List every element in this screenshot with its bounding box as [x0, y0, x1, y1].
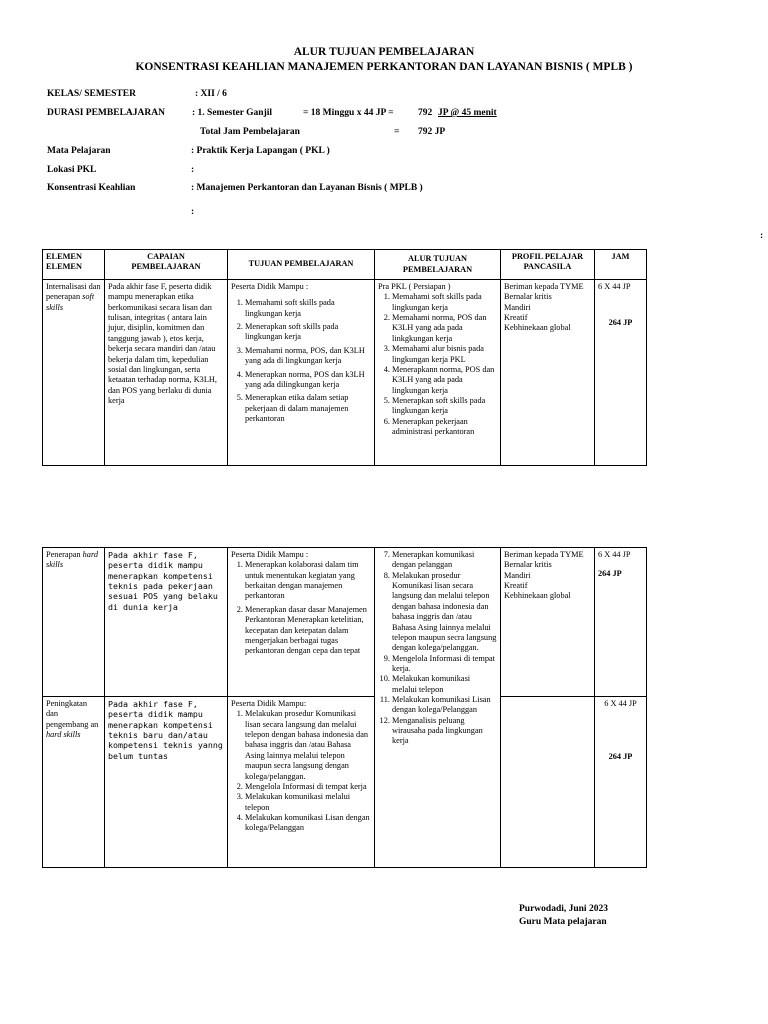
profil-item: Bernalar kritis — [504, 292, 552, 302]
header-jam: JAM — [595, 250, 647, 280]
table-row — [43, 280, 647, 466]
alur-cell — [375, 548, 501, 868]
profil-item: Mandiri — [504, 570, 531, 580]
alur-cell — [375, 280, 501, 466]
list-item: 4. Menerapkann norma, POS dan K3LH yang ada pada lingkungan kerja — [392, 365, 497, 396]
list-item: 1. Memahami soft skills pada lingkungan kerja — [392, 292, 497, 313]
list-item: 10. Melakukan komunikasi melalui telepon — [392, 674, 497, 695]
kelas-label: KELAS/ SEMESTER — [47, 89, 136, 99]
total-label: Total Jam Pembelajaran — [200, 127, 300, 137]
elemen-cell — [43, 697, 105, 868]
elemen-emph: hard skills — [46, 730, 81, 740]
extra-colon: : — [191, 207, 195, 217]
profil-item: Kebhinekaan global — [504, 323, 571, 333]
list-item: 1. Melakukan prosedur Komunikasi lisan secara langsung dan melalui telepon dengan bahasa indonesia dan bahasa inggris dan /atau Bahasa Asing lainnya melalui telepon maupun secra langsung dengan kolega/pelanggan. — [245, 709, 371, 782]
signature-place-date: Purwodadi, Juni 2023 — [519, 904, 608, 914]
table-row — [43, 548, 647, 697]
doc-title-line2: KONSENTRASI KEAHLIAN MANAJEMEN PERKANTORAN DAN LAYANAN BISNIS ( MPLB ) — [135, 61, 633, 73]
total-value: 792 JP — [418, 127, 446, 137]
durasi-jp-unit: JP @ 45 menit — [438, 108, 497, 118]
alur-intro: Pra PKL ( Persiapan ) — [378, 282, 451, 291]
elemen-text: Internalisasi dan penerapan — [46, 282, 101, 302]
profil-cell — [501, 280, 595, 466]
tujuan-intro: Peserta Didik Mampu: — [231, 699, 307, 708]
list-item: 9. Mengelola Informasi di tempat kerja. — [392, 654, 497, 675]
margin-colon: : — [760, 231, 764, 241]
elemen-text: Penerapan — [46, 550, 83, 559]
atp-table-2 — [42, 547, 647, 868]
durasi-calc: = 18 Minggu x 44 JP = — [303, 108, 394, 118]
mapel-value: : Praktik Kerja Lapangan ( PKL ) — [191, 146, 330, 156]
durasi-jp: 792 — [418, 108, 433, 118]
tujuan-cell — [228, 548, 375, 697]
tujuan-list — [231, 298, 371, 424]
elemen-emph: soft skills — [46, 292, 95, 312]
mapel-label: Mata Pelajaran — [47, 146, 111, 156]
list-item: 4. Melakukan komunikasi Lisan dengan kolega/Pelanggan — [245, 813, 371, 834]
profil-item: Bernalar kritis — [504, 560, 552, 570]
list-item: 5. Menerapkan soft skills pada lingkungan kerja — [392, 396, 497, 417]
profil-item: Kreatif — [504, 581, 528, 591]
list-item: 1. Menerapkan kolaborasi dalam tim untuk menentukan kegiatan yang berkaitan dengan manajemen perkantoran — [245, 560, 371, 601]
kelas-value: : XII / 6 — [195, 89, 227, 99]
list-item: 3. Memahami alur bisnis pada lingkungan kerja PKL — [392, 344, 497, 365]
header-alur: ALUR TUJUAN PEMBELAJARAN — [375, 250, 501, 280]
list-item: 11. Melakukan komunikasi Lisan dengan kolega/Pelanggan — [392, 695, 497, 716]
list-item: 3. Melakukan komunikasi melalui telepon — [245, 792, 371, 813]
list-item: 8. Melakukan prosedur Komunikasi lisan secara langsung dan melalui telepon dengan bahasa indonesia dan bahasa inggris dan /atau Bahasa Asing lainnya melalui telepon maupun secra langsung dengan kolega/pelanggan. — [392, 571, 497, 654]
header-tujuan: TUJUAN PEMBELAJARAN — [228, 250, 375, 280]
jam-total: 264 JP — [608, 318, 633, 328]
jam-cell — [595, 548, 647, 697]
header-profil: PROFIL PELAJAR PANCASILA — [501, 250, 595, 280]
list-item: 3. Memahami norma, POS, dan K3LH yang ada di lingkungan kerja — [245, 346, 371, 367]
elemen-cell — [43, 280, 105, 466]
total-eq: = — [394, 127, 400, 137]
list-item: 7. Menerapkan komunikasi dengan pelanggan — [392, 550, 497, 571]
header-elemen: ELEMEN ELEMEN — [43, 250, 105, 280]
table-row — [43, 697, 647, 868]
signature-role: Guru Mata pelajaran — [519, 917, 607, 927]
jam-cell — [595, 697, 647, 868]
list-item: 12. Menganalisis peluang wirausaha pada lingkungan kerja — [392, 716, 497, 747]
list-item: 2. Mengelola Informasi di tempat kerja — [245, 782, 371, 792]
profil-item: Kebhinekaan global — [504, 591, 571, 601]
list-item: 4. Menerapkan norma, POS dan k3LH yang ada dilingkungan kerja — [245, 370, 371, 391]
jam-weekly: 6 X 44 JP — [598, 550, 631, 559]
list-item: 6. Menerapkan pekerjaan administrasi perkantoran — [392, 417, 497, 438]
tujuan-intro: Peserta Didik Mampu : — [231, 550, 309, 559]
profil-cell — [501, 548, 595, 697]
capaian-cell: Pada akhir fase F, peserta didik mampu menerapkan etika berkomunikasi secara lisan dan tulisan, integritas ( antara lain jujur, disiplin, komitmen dan tanggung jawab ), etos kerja, bekerja secara mandiri dan /atau bekerja dalam tim, kepedulian sosial dan lingkungan, serta ketaatan terhadap norma, K3LH, dan POS yang berlaku di dunia kerja — [105, 280, 228, 466]
jam-cell — [595, 280, 647, 466]
elemen-cell — [43, 548, 105, 697]
capaian-cell: Pada akhir fase F, peserta didik mampu menerapkan kompetensi teknis baru dan/atau kompetensi teknis yanng belum tuntas — [105, 697, 228, 868]
lokasi-label: Lokasi PKL — [47, 165, 97, 175]
tujuan-cell — [228, 280, 375, 466]
tujuan-cell — [228, 697, 375, 868]
durasi-value: : 1. Semester Ganjil — [192, 108, 273, 118]
list-item: 2. Menerapkan soft skills pada lingkungan kerja — [245, 322, 371, 343]
profil-cell — [501, 697, 595, 868]
profil-item: Beriman kepada TYME — [504, 550, 584, 559]
list-item: 1. Memahami soft skills pada lingkungan kerja — [245, 298, 371, 319]
alur-list — [378, 550, 497, 747]
table-header-row — [43, 250, 647, 280]
tujuan-list — [231, 709, 371, 833]
list-item: 2. Memahami norma, POS dan K3LH yang ada pada linkgkungan kerja — [392, 313, 497, 344]
jam-total: 264 JP — [598, 569, 622, 579]
list-item: 5. Menerapkan etika dalam setiap pekerjaan di dalam manajemen perkantoran — [245, 393, 371, 424]
capaian-cell: Pada akhir fase F, peserta didik mampu menerapkan kompetensi teknis pada pekerjaan sesuai POS yang belaku di dunia kerja — [105, 548, 228, 697]
alur-list — [378, 292, 497, 437]
atp-table-1 — [42, 249, 647, 466]
konsentrasi-value: : Manajemen Perkantoran dan Layanan Bisnis ( MPLB ) — [191, 183, 423, 193]
profil-item: Mandiri — [504, 302, 531, 312]
elemen-text: Peningkatan dan pengembang an — [46, 699, 99, 729]
list-item: 2. Menerapkan dasar dasar Manajemen Perkantoran Menerapkan ketelitian, kecepatan dan ketepatan dalam mengerjakan berbagai tugas perkantoran dengan cepa dan tepat — [245, 605, 371, 657]
header-capaian: CAPAIAN PEMBELAJARAN — [105, 250, 228, 280]
profil-item: Kreatif — [504, 313, 528, 323]
profil-item: Beriman kepada TYME — [504, 282, 584, 291]
jam-weekly: 6 X 44 JP — [598, 282, 631, 291]
tujuan-intro: Peserta Didik Mampu : — [231, 282, 309, 291]
durasi-label: DURASI PEMBELAJARAN — [47, 108, 165, 118]
doc-title-line1: ALUR TUJUAN PEMBELAJARAN — [293, 46, 475, 58]
jam-total: 264 JP — [608, 752, 633, 762]
lokasi-value: : — [191, 165, 195, 175]
jam-weekly: 6 X 44 JP — [604, 699, 637, 708]
tujuan-list — [231, 560, 371, 656]
elemen-emph: hard skills — [46, 550, 99, 570]
konsentrasi-label: Konsentrasi Keahlian — [47, 183, 136, 193]
